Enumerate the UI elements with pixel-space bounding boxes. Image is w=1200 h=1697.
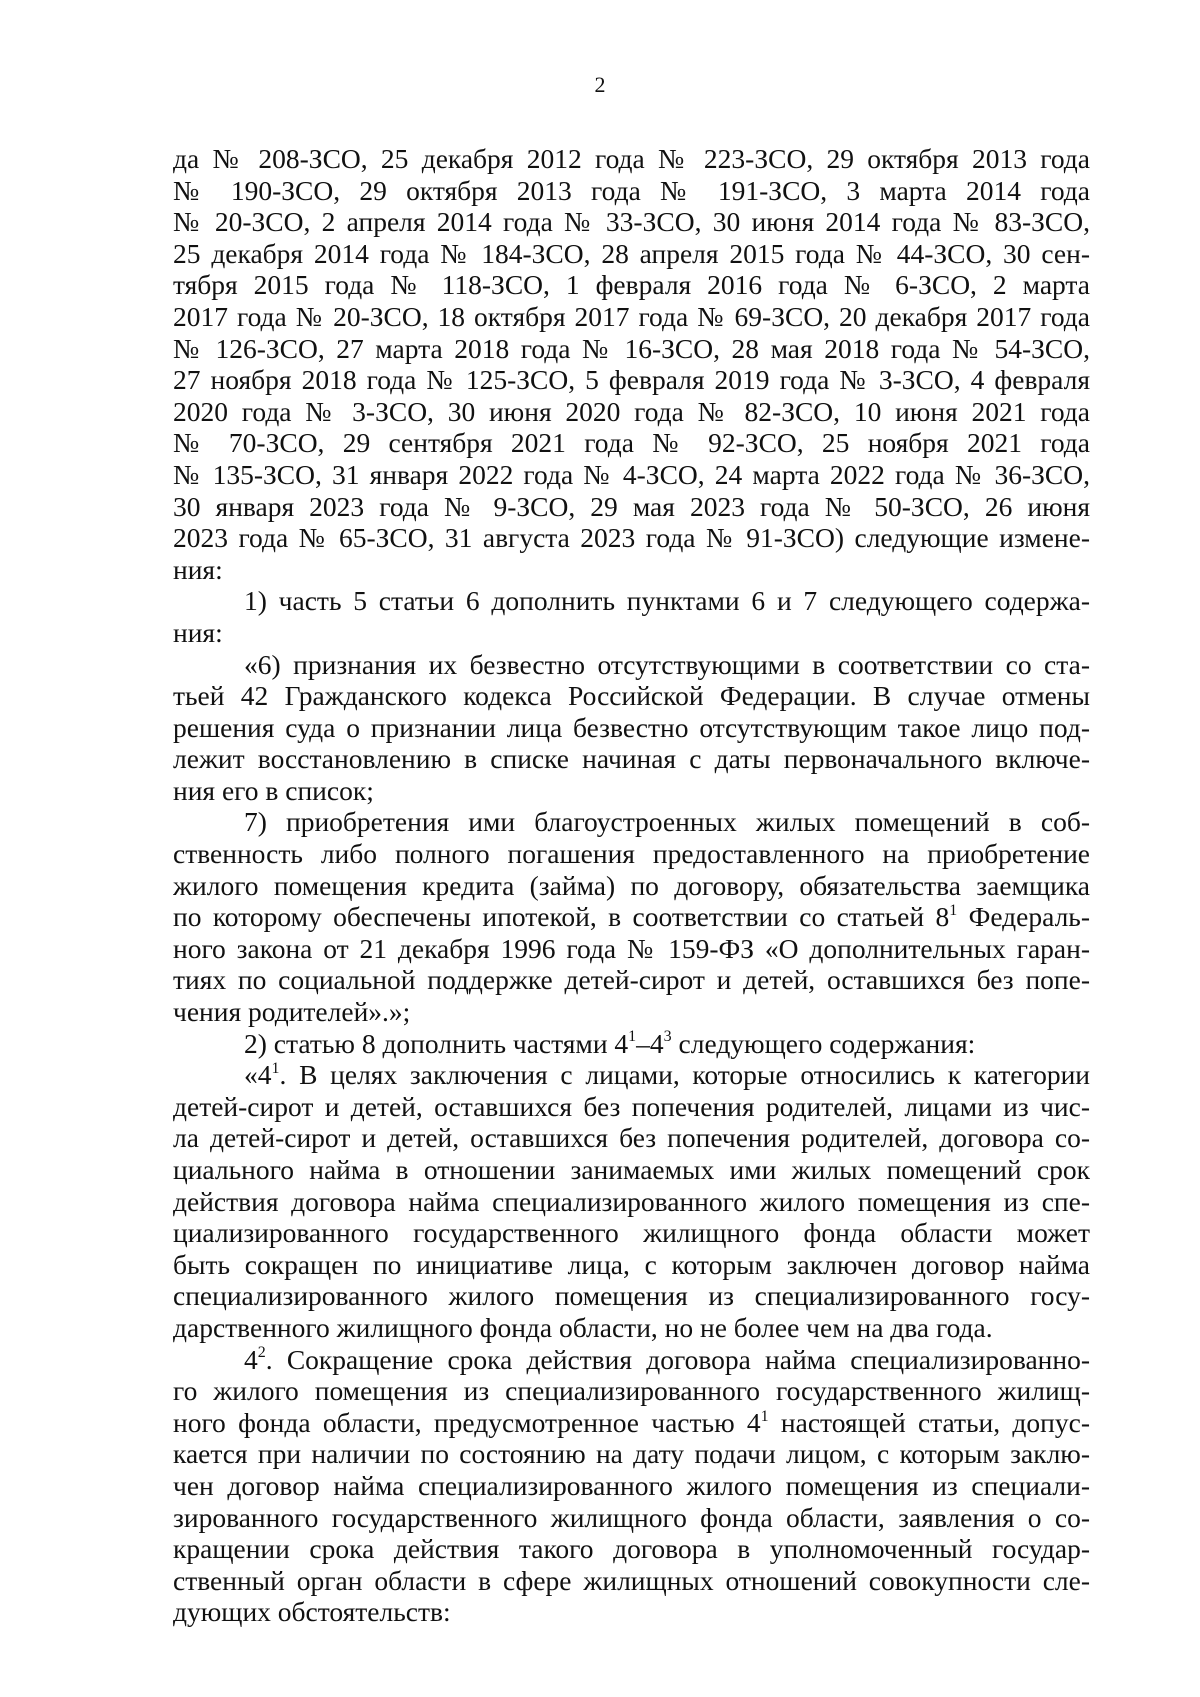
text-segment: № 70-ЗСО, 29 сентября 2021 года № 92-ЗСО, 25 ноября 2021 года (173, 427, 1090, 459)
text-segment: ния его в список; (173, 774, 374, 806)
text-segment: го жилого помещения из специализированного государственного жилищ- (173, 1375, 1090, 1407)
text-segment: по которому обеспечены ипотекой, в соответствии со статьей 8 (173, 901, 950, 933)
text-line (173, 1375, 1090, 1407)
text-segment: 30 января 2023 года № 9-ЗСО, 29 мая 2023 года № 50-ЗСО, 26 июня (173, 490, 1090, 522)
text-line (173, 996, 1090, 1028)
text-segment: быть сокращен по инициативе лица, с которым заключен договор найма (173, 1248, 1090, 1280)
text-segment: . В целях заключения с лицами, которые относились к категории (279, 1059, 1090, 1091)
superscript: 2 (257, 1344, 266, 1362)
text-line (173, 680, 1090, 712)
document-body (173, 143, 1090, 1628)
text-segment: 25 декабря 2014 года № 184-ЗСО, 28 апреля 2015 года № 44-ЗСО, 30 сен- (173, 237, 1090, 269)
text-line (173, 1028, 1090, 1060)
superscript: 1 (949, 902, 958, 920)
text-line (173, 649, 1090, 681)
text-line (173, 1217, 1090, 1249)
text-line (173, 175, 1090, 207)
text-line (173, 1407, 1090, 1439)
text-line (173, 143, 1090, 175)
text-line (173, 806, 1090, 838)
text-line (173, 1470, 1090, 1502)
text-segment: 4 (244, 1343, 258, 1375)
text-segment: циального найма в отношении занимаемых ими жилых помещений срок (173, 1154, 1090, 1185)
superscript: 1 (760, 1407, 769, 1425)
text-segment: кращении срока действия такого договора в уполномоченный государ- (173, 1533, 1090, 1565)
text-line (173, 333, 1090, 365)
text-line (173, 301, 1090, 333)
text-segment: 1) часть 5 статьи 6 дополнить пунктами 6 и 7 следующего содержа- (244, 585, 1090, 617)
text-segment: ла детей-сирот и детей, оставшихся без попечения родителей, договора со- (173, 1122, 1090, 1154)
page-number: 2 (594, 72, 606, 97)
text-segment: –4 (636, 1027, 664, 1059)
text-line (173, 838, 1090, 870)
text-segment: 2023 года № 65-ЗСО, 31 августа 2023 года № 91-ЗСО) следующие измене- (173, 522, 1090, 554)
text-line (173, 238, 1090, 270)
text-segment: действия договора найма специализированного жилого помещения из спе- (173, 1185, 1090, 1217)
text-segment: настоящей статьи, допус- (768, 1406, 1090, 1438)
text-line (173, 491, 1090, 523)
text-line (173, 1249, 1090, 1281)
text-line (173, 1502, 1090, 1534)
text-segment: 2) статью 8 дополнить частями 4 (244, 1027, 629, 1059)
text-line (173, 1186, 1090, 1218)
text-line (173, 1565, 1090, 1597)
text-line (173, 1344, 1090, 1376)
text-segment: лежит восстановлению в списке начиная с даты первоначального включе- (173, 743, 1090, 775)
text-line (173, 1280, 1090, 1312)
text-segment: ного фонда области, предусмотренное частью 4 (173, 1406, 761, 1438)
text-segment: да № 208-ЗСО, 25 декабря 2012 года № 223-ЗСО, 29 октября 2013 года (173, 143, 1090, 174)
text-line (173, 459, 1090, 491)
text-line (173, 933, 1090, 965)
text-segment: «6) признания их безвестно отсутствующими в соответствии со ста- (244, 648, 1090, 680)
text-line (173, 554, 1090, 586)
text-segment: 7) приобретения ими благоустроенных жилых помещений в соб- (244, 806, 1090, 838)
text-segment: тьей 42 Гражданского кодекса Российской Федерации. В случае отмены (173, 680, 1090, 712)
text-segment: № 135-ЗСО, 31 января 2022 года № 4-ЗСО, 24 марта 2022 года № 36-ЗСО, (173, 458, 1090, 490)
text-line (173, 1596, 1090, 1628)
text-line (173, 1059, 1090, 1091)
text-segment: ственный орган области в сфере жилищных отношений совокупности сле- (173, 1564, 1090, 1596)
text-segment: № 126-ЗСО, 27 марта 2018 года № 16-ЗСО, 28 мая 2018 года № 54-ЗСО, (173, 332, 1090, 364)
text-line (173, 1533, 1090, 1565)
text-segment: жилого помещения кредита (займа) по договору, обязательства заемщика (173, 869, 1090, 901)
text-line (173, 396, 1090, 428)
text-segment: «4 (244, 1059, 272, 1091)
text-segment: чен договор найма специализированного жилого помещения из специали- (173, 1469, 1090, 1501)
text-line (173, 585, 1090, 617)
text-segment: . Сокращение срока действия договора найма специализированно- (265, 1343, 1090, 1375)
text-segment: тября 2015 года № 118-ЗСО, 1 февраля 2016 года № 6-ЗСО, 2 марта (173, 269, 1090, 301)
text-segment: детей-сирот и детей, оставшихся без попечения родителей, лицами из чис- (173, 1090, 1090, 1122)
text-line (173, 870, 1090, 902)
text-line (173, 364, 1090, 396)
text-line (173, 427, 1090, 459)
text-segment: № 190-ЗСО, 29 октября 2013 года № 191-ЗСО, 3 марта 2014 года (173, 174, 1090, 206)
text-segment: ния: (173, 553, 223, 585)
text-line (173, 269, 1090, 301)
text-line (173, 1122, 1090, 1154)
text-segment: кается при наличии по состоянию на дату подачи лицом, с которым заклю- (173, 1438, 1090, 1470)
text-segment: чения родителей».»; (173, 996, 411, 1028)
text-segment: ственность либо полного погашения предоставленного на приобретение (173, 838, 1090, 870)
text-segment: дарственного жилищного фонда области, но не более чем на два года. (173, 1311, 993, 1343)
text-segment: ния: (173, 616, 223, 648)
text-line (173, 1091, 1090, 1123)
text-line (173, 775, 1090, 807)
text-line (173, 743, 1090, 775)
text-line (173, 1154, 1090, 1186)
text-line (173, 901, 1090, 933)
text-line (173, 964, 1090, 996)
text-segment: 2020 года № 3-ЗСО, 30 июня 2020 года № 82-ЗСО, 10 июня 2021 года (173, 395, 1090, 427)
text-line (173, 206, 1090, 238)
text-segment: следующего содержания: (671, 1027, 976, 1059)
text-line (173, 1312, 1090, 1344)
superscript: 1 (628, 1028, 637, 1046)
superscript: 3 (663, 1028, 672, 1046)
superscript: 1 (271, 1060, 280, 1078)
text-segment: циализированного государственного жилищного фонда области может (173, 1217, 1090, 1249)
text-segment: 2017 года № 20-ЗСО, 18 октября 2017 года № 69-ЗСО, 20 декабря 2017 года (173, 300, 1090, 332)
text-segment: Федераль- (957, 901, 1090, 933)
text-segment: специализированного жилого помещения из специализированного госу- (173, 1280, 1090, 1312)
text-segment: дующих обстоятельств: (173, 1596, 451, 1628)
text-line (173, 522, 1090, 554)
text-segment: 27 ноября 2018 года № 125-ЗСО, 5 февраля 2019 года № 3-ЗСО, 4 февраля (173, 364, 1090, 396)
text-line (173, 712, 1090, 744)
text-line (173, 617, 1090, 649)
text-segment: тиях по социальной поддержке детей-сирот и детей, оставшихся без попе- (173, 964, 1090, 996)
text-segment: решения суда о признании лица безвестно отсутствующим такое лицо под- (173, 711, 1090, 743)
text-segment: зированного государственного жилищного фонда области, заявления о со- (173, 1501, 1090, 1533)
text-segment: № 20-ЗСО, 2 апреля 2014 года № 33-ЗСО, 30 июня 2014 года № 83-ЗСО, (173, 206, 1090, 238)
text-line (173, 1438, 1090, 1470)
text-segment: ного закона от 21 декабря 1996 года № 159-ФЗ «О дополнительных гаран- (173, 932, 1090, 964)
